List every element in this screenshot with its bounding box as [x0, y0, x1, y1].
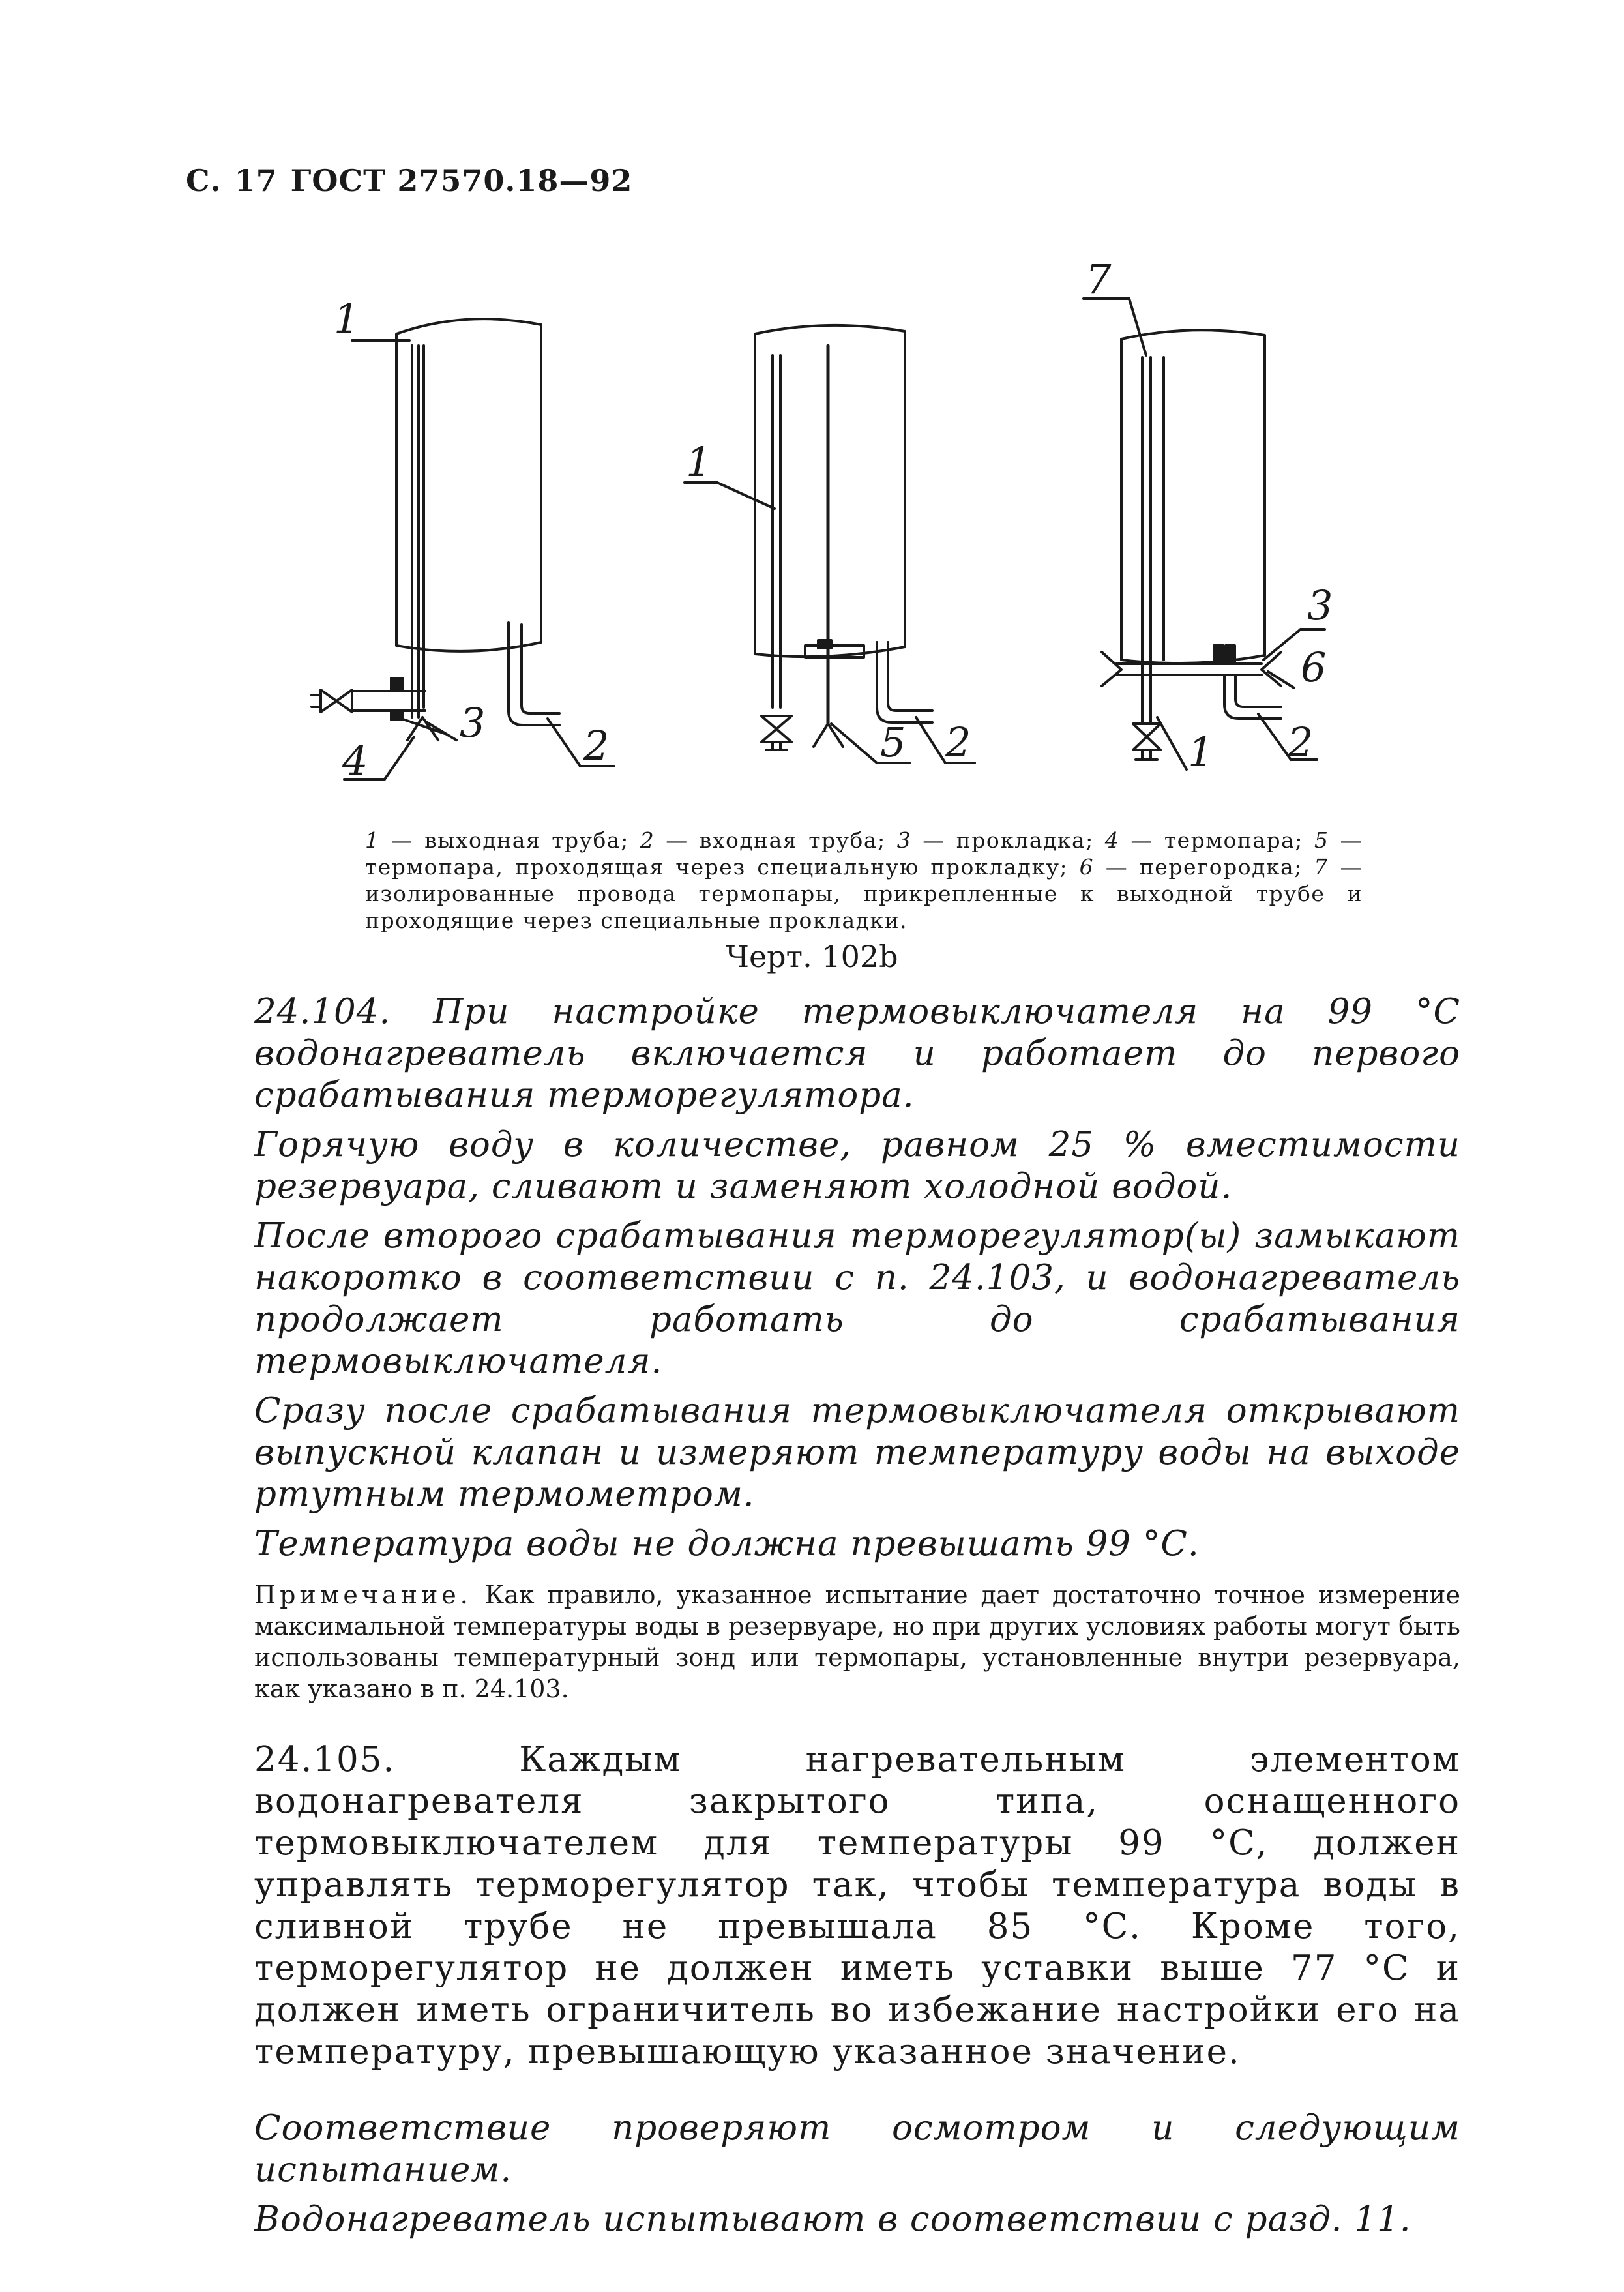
label-left-1: 1 — [334, 295, 360, 342]
label-left-4: 4 — [342, 737, 368, 784]
figure-legend — [365, 827, 1363, 934]
note-text: Как правило, указанное испытание дает достаточно точное измерение максимальной температуры воды в резервуаре, но при других условиях работы могут быть использованы температурный зонд или термопары, установленные внутри резервуара, как указано в п. 24.103. — [254, 1581, 1460, 1703]
legend-item: 3 — прокладка; — [896, 827, 1105, 853]
paragraph-24-105: 24.105. Каждым нагревательным элементом водонагревателя закрытого типа, оснащенного термовыключателем для температуры 99 °С, должен управлять терморегулятор так, чтобы температура воды в сливной трубе не превышала 85 °С. Кроме того, терморегулятор не должен иметь уставки выше 77 °С и должен иметь ограничитель во избежание настройки его на температуру, превышающую указанное значение. — [254, 1740, 1460, 2072]
label-left-2: 2 — [583, 722, 610, 769]
standard-code: ГОСТ 27570.18—92 — [290, 163, 633, 198]
note — [254, 1579, 1460, 1704]
figure-caption: Черт. 102b — [726, 939, 898, 974]
legend-item: 1 — выходная труба; — [365, 827, 640, 853]
legend-item: 2 — входная труба; — [640, 827, 897, 853]
valve-middle — [761, 716, 791, 742]
label-right-2: 2 — [1288, 719, 1314, 766]
note-label: Примечание. — [254, 1581, 472, 1609]
paragraph-second-trip: После второго срабатывания терморегулятор(ы) замыкают накоротко в соответствии с п. 24.103, и водонагреватель продолжает работать до срабатывания термовыключателя. — [254, 1216, 1460, 1381]
label-middle-1: 1 — [686, 438, 712, 486]
legend-item: 4 — термопара; — [1104, 827, 1314, 853]
page-number: 17 — [234, 163, 278, 198]
label-middle-5: 5 — [880, 719, 906, 766]
legend-item: 5 — термопара, проходящая через специальную прокладку; — [365, 827, 1363, 880]
paragraph-test: Водонагреватель испытывают в соответствии с разд. 11. — [254, 2199, 1411, 2239]
heater-middle — [685, 325, 975, 763]
label-left-3: 3 — [460, 699, 486, 747]
body-text — [254, 991, 1460, 2248]
paragraph-compliance: Соответствие проверяют осмотром и следующим испытанием. — [254, 2108, 1460, 2190]
heater-right — [1084, 299, 1325, 769]
page-prefix: С. — [186, 163, 222, 198]
legend-item: 7 — изолированные провода термопары, прикрепленные к выходной трубе и проходящие через специальные прокладки. — [365, 854, 1363, 933]
label-right-7: 7 — [1085, 256, 1112, 303]
legend-item: 6 — перегородка; — [1079, 854, 1314, 880]
label-right-3: 3 — [1307, 582, 1333, 629]
paragraph-24-104: 24.104. При настройке термовыключателя на 99 °С водонагреватель включается и работает до первого срабатывания терморегулятора. — [254, 992, 1460, 1115]
tank-middle-body — [755, 325, 905, 657]
inlet-pipe-left-a — [509, 623, 559, 725]
label-right-1: 1 — [1188, 728, 1214, 776]
figure-102b — [0, 0, 1624, 822]
label-middle-2: 2 — [945, 719, 971, 766]
inlet-pipe-right-a — [1224, 675, 1281, 719]
label-right-6: 6 — [1301, 644, 1327, 691]
paragraph-valve: Сразу после срабатывания термовыключателя открывают выпускной клапан и измеряют температуру воды на выходе ртутным термометром. — [254, 1391, 1460, 1514]
paragraph-temperature-limit: Температура воды не должна превышать 99 °С. — [254, 1524, 1200, 1564]
valve-left — [321, 690, 352, 712]
figure-drawing — [0, 0, 1624, 822]
paragraph-hot-water: Горячую воду в количестве, равном 25 % вместимости резервуара, сливают и заменяют холодной водой. — [254, 1125, 1460, 1206]
valve-right — [1133, 724, 1160, 750]
